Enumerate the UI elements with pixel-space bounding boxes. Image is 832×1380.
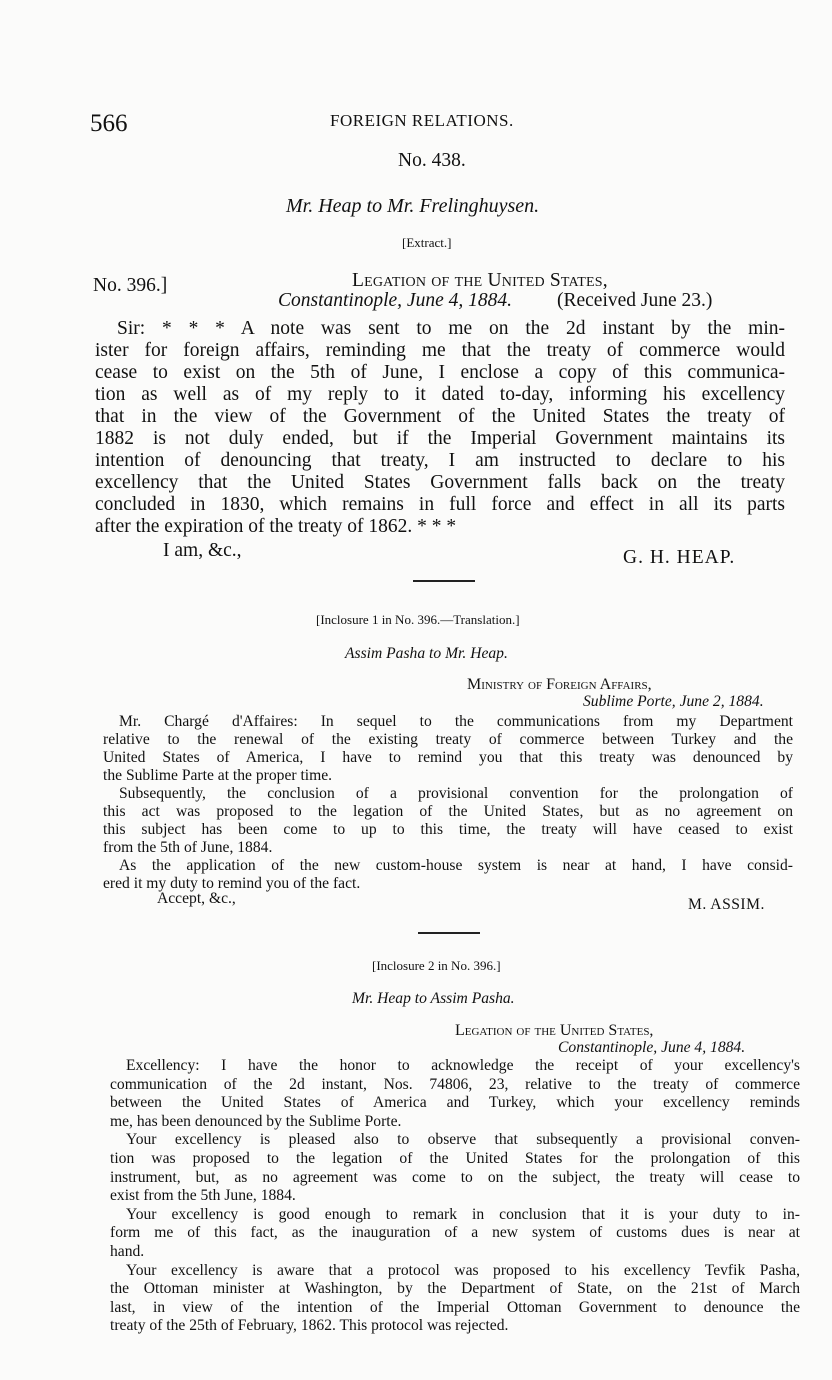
inclosure2-from: Legation of the United States, (455, 1022, 654, 1039)
inclosure2-line: hand. (110, 1243, 145, 1260)
inclosure1-heading: [Inclosure 1 in No. 396.—Translation.] (316, 612, 520, 627)
inclosure1-line: this subject has been come to up to this time, the treaty will have ceased to exist (103, 821, 793, 838)
letter-line: intention of denouncing that treaty, I am instructed to declare to his (95, 450, 785, 471)
inclosure1-line: from the 5th of June, 1884. (103, 839, 273, 856)
letter-line: ister for foreign affairs, reminding me that the treaty of commerce would (95, 340, 785, 361)
inclosure2-line: tion was proposed to the legation of the United States for the prolongation of this (110, 1150, 800, 1167)
inclosure2-place-date: Constantinople, June 4, 1884. (558, 1039, 746, 1056)
inclosure1-line: Mr. Chargé d'Affaires: In sequel to the communications from my Department (119, 713, 793, 730)
inclosure2-line: Excellency: I have the honor to acknowledge the receipt of your excellency's (126, 1057, 800, 1074)
inclosure1-closing: Accept, &c., (157, 890, 236, 907)
letter-line: cease to exist on the 5th of June, I enclose a copy of this communica- (95, 362, 785, 383)
inclosure2-line: treaty of the 25th of February, 1862. This protocol was rejected. (110, 1317, 509, 1335)
inclosure1-title: Assim Pasha to Mr. Heap. (345, 645, 508, 662)
inclosure1-line: Subsequently, the conclusion of a provisional convention for the prolongation of (119, 785, 793, 802)
inclosure2-line: communication of the 2d instant, Nos. 74806, 23, relative to the treaty of commerce (110, 1075, 800, 1093)
inclosure2-title: Mr. Heap to Assim Pasha. (352, 990, 515, 1007)
inclosure1-line: this act was proposed to the legation of the United States, but as no agreement on (103, 803, 793, 820)
letter-line: that in the view of the Government of the United States the treaty of (95, 406, 785, 427)
inclosure1-line: United States of America, I have to remind you that this treaty was denounced by (103, 749, 793, 766)
sender-place-date: Constantinople, June 4, 1884. (278, 290, 512, 311)
running-title: FOREIGN RELATIONS. (330, 111, 514, 130)
page-number: 566 (90, 110, 128, 137)
inclosure1-line: As the application of the new custom-house system is near at hand, I have consid- (119, 857, 793, 874)
inclosure2-line: the Ottoman minister at Washington, by the Department of State, on the 21st of March (110, 1280, 800, 1298)
letter-line: excellency that the United States Government falls back on the treaty (95, 472, 785, 493)
inclosure2-line: last, in view of the intention of the Imperial Ottoman Government to denounce the (110, 1298, 800, 1316)
inclosure2-line: Your excellency is good enough to remark in conclusion that it is your duty to in- (126, 1205, 800, 1223)
dispatch-number: No. 396.] (93, 275, 168, 296)
inclosure1-line: ered it my duty to remind you of the fact. (103, 875, 361, 892)
inclosure2-line: Your excellency is aware that a protocol was proposed to his excellency Tevfik Pasha, (126, 1261, 800, 1279)
inclosure2-heading: [Inclosure 2 in No. 396.] (372, 958, 501, 973)
inclosure2-line: me, has been denounced by the Sublime Porte. (110, 1112, 402, 1130)
extract-note: [Extract.] (402, 235, 452, 250)
section-divider (413, 580, 475, 582)
inclosure1-line: relative to the renewal of the existing treaty of commerce between Turkey and the (103, 731, 793, 748)
inclosure1-place-date: Sublime Porte, June 2, 1884. (583, 693, 764, 710)
document-title: Mr. Heap to Mr. Frelinghuysen. (286, 195, 540, 217)
sender-address: Legation of the United States, (352, 270, 608, 291)
letter-line: tion as well as of my reply to it dated to-day, informing his excellency (95, 384, 785, 405)
inclosure2-line: instrument, but, as no agreement was come to on the subject, the treaty will cease to (110, 1168, 800, 1186)
inclosure2-line: Your excellency is pleased also to observe that subsequently a provisional conven- (126, 1131, 800, 1149)
letter-line: Sir: * * * A note was sent to me on the 2d instant by the min- (117, 318, 785, 339)
letter-closing: I am, &c., (163, 540, 242, 561)
inclosure1-signature: M. ASSIM. (688, 896, 765, 913)
inclosure2-line: exist from the 5th June, 1884. (110, 1187, 296, 1205)
letter-line: after the expiration of the treaty of 1862. * * * (95, 516, 457, 537)
inclosure2-line: between the United States of America and Turkey, which your excellency reminds (110, 1094, 800, 1112)
letter-line: 1882 is not duly ended, but if the Imperial Government maintains its (95, 428, 785, 449)
letter-signature: G. H. HEAP. (623, 547, 736, 568)
inclosure2-line: form me of this fact, as the inauguration of a new system of customs dues is near at (110, 1224, 800, 1242)
document-number: No. 438. (398, 150, 466, 171)
received-date: (Received June 23.) (557, 290, 713, 311)
inclosure1-line: the Sublime Parte at the proper time. (103, 767, 333, 784)
inclosure1-from: Ministry of Foreign Affairs, (467, 676, 652, 693)
section-divider (418, 932, 480, 934)
letter-line: concluded in 1830, which remains in full force and effect in all its parts (95, 494, 785, 515)
